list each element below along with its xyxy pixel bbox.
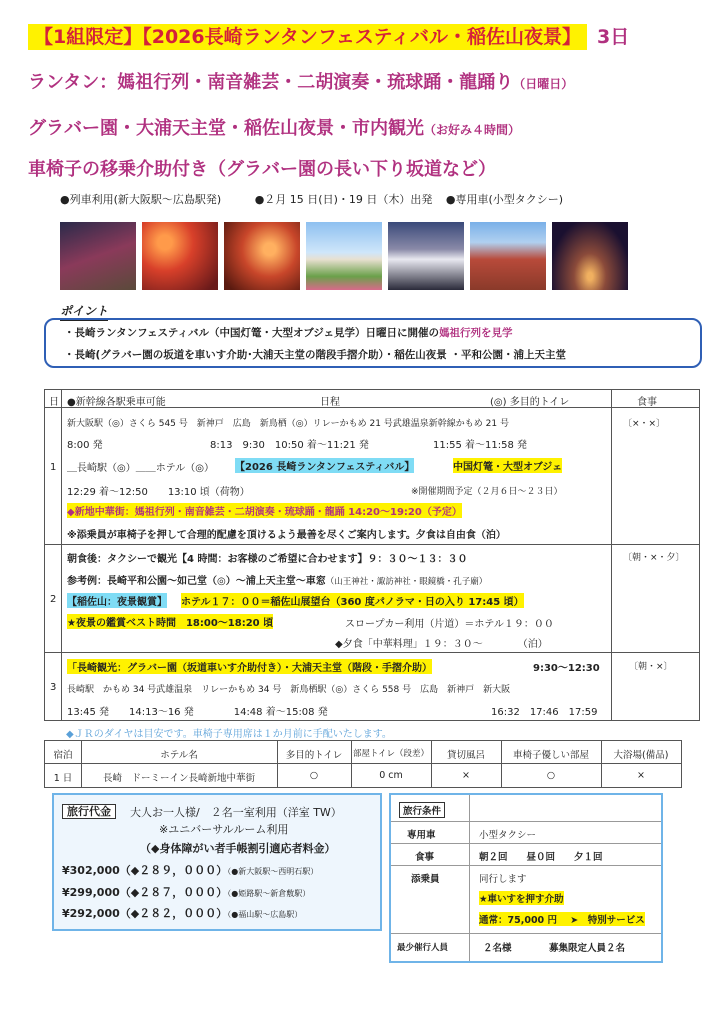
photo-strip bbox=[60, 222, 628, 290]
d1-time-3: 11:55 着～11:58 発 bbox=[433, 440, 527, 451]
point-box bbox=[44, 318, 702, 368]
d1-arrival: 12:29 着～12:50 13:10 頃（荷物） bbox=[67, 487, 250, 498]
price-desc-2: ※ユニバーサルルーム利用 bbox=[159, 823, 289, 836]
d2-taxi: 朝食後：タクシーで観光【4 時間：お客様のご希望に合わせます】９：３０～１３：３０ bbox=[67, 554, 468, 565]
hotel-head-large-bath: 大浴場(備品) bbox=[613, 750, 669, 761]
hotel-table bbox=[44, 740, 682, 788]
price-row-1: ¥302,000（◆２８９，０００）（●新大阪駅～西明石駅） bbox=[62, 864, 319, 877]
d2-inasayama: 【稲佐山：夜景観賞】 bbox=[67, 593, 167, 608]
night-view-photo bbox=[552, 222, 628, 290]
d1-route: 新大阪駅（◎）さくら 545 号 新神戸 広島 新鳥栖（◎）リレーかもめ 21 号武雄温泉新幹線かもめ 21 号 bbox=[67, 419, 509, 429]
d1-festival: 【2026 長崎ランタンフェスティバル】 bbox=[235, 458, 414, 473]
lantern-line: ランタン：媽祖行列・南音雑芸・二胡演奏・琉球踊・龍踊り（日曜日） bbox=[28, 72, 574, 93]
cond-staff-price: 通常：75,000 円 ➤ 特別サービス bbox=[479, 912, 645, 926]
point-line-2: ・長崎(グラバー園の坂道を車いす介助･大浦天主堂の階段手摺介助）・稲佐山夜景 ・平和公園・浦上天主堂 bbox=[64, 349, 566, 361]
jr-note: ◆ＪＲのダイヤは目安です。車椅子専用席は１か月前に手配いたします。 bbox=[66, 729, 392, 740]
cond-car-key: 専用車 bbox=[407, 830, 436, 841]
point-line-1: ・長崎ランタンフェスティバル（中国灯篭・大型オブジェ見学）日曜日に開催の媽祖行列を見学 bbox=[64, 327, 513, 339]
d3-meal: 〔朝・×〕 bbox=[629, 662, 673, 672]
head-note: ●新幹線各駅乗車可能 bbox=[67, 397, 166, 408]
day-3-number: 3 bbox=[50, 682, 57, 693]
head-plan: 日程 bbox=[320, 397, 340, 408]
d2-slope-car: スロープカー利用（片道）＝ホテル１９：００ bbox=[345, 619, 554, 630]
conditions-box bbox=[389, 793, 663, 963]
conditions-label: 旅行条件 bbox=[399, 802, 445, 818]
d2-dinner: ◆夕食「中華料理」１９：３０～ （泊） bbox=[335, 639, 548, 650]
d2-hotel-inasa: ホテル１７：００＝稲佐山展望台（360 度パノラマ・日の入り 17:45 頃） bbox=[181, 593, 524, 608]
glover-garden-photo bbox=[306, 222, 382, 290]
hotel-name: 長崎 ドーミーイン長崎新地中華街 bbox=[102, 773, 255, 784]
d2-meal: 〔朝・×・夕〕 bbox=[623, 553, 685, 563]
hotel-large-bath: × bbox=[637, 770, 645, 781]
hotel-bath: × bbox=[462, 770, 470, 781]
d3-glover: 「長崎観光：グラバー園（坂道車いす介助付き）・大浦天主堂（階段・手摺介助） bbox=[67, 659, 432, 674]
hotel-head-room-toilet: 部屋トイレ（段差） bbox=[352, 749, 430, 759]
d1-lantern: 中国灯篭・大型オブジェ bbox=[453, 458, 562, 473]
urakami-cathedral-photo bbox=[470, 222, 546, 290]
cond-min-limit: 募集限定人員２名 bbox=[549, 943, 626, 954]
d2-example: 参考例：長崎平和公園～如己堂（◎）～浦上天主堂～車窓（山王神社・諏訪神社・眼鏡橋・孔子廟） bbox=[67, 576, 488, 587]
hotel-day: 1 日 bbox=[53, 773, 73, 784]
d3-times: 13:45 発 14:13～16 発 14:48 着～15:08 発 bbox=[67, 707, 328, 718]
d1-period: ※開催期間予定（２月６日～２３日） bbox=[411, 487, 563, 497]
trip-summary: ●列車利用(新大阪駅～広島駅発) ●２月 15 日(日)・19 日（木）出発 ●専用車(小型タクシー) bbox=[60, 193, 564, 206]
day-2-number: 2 bbox=[50, 594, 57, 605]
d1-note: ※添乗員が車椅子を押して合理的配慮を頂けるよう最善を尽くご案内します。夕食は自由食（泊） bbox=[67, 530, 506, 541]
price-row-2: ¥299,000（◆２８７，０００）（●姫路駅～新倉敷駅） bbox=[62, 886, 311, 899]
cond-staff-value: 同行します bbox=[479, 874, 527, 885]
hotel-toilet: ○ bbox=[309, 770, 319, 781]
schedule-table bbox=[44, 389, 700, 721]
price-row-3: ¥292,000（◆２８２，０００）（●福山駅～広島駅） bbox=[62, 907, 303, 920]
d1-chinatown: ◆新地中華街：媽祖行列・南音雑芸・二胡演奏・琉球踊・龍踊 14:20～19:20（予定） bbox=[67, 503, 462, 518]
lantern-photo bbox=[142, 222, 218, 290]
oura-church-photo bbox=[388, 222, 464, 290]
d3-route: 長崎駅 かもめ 34 号武雄温泉 リレーかもめ 34 号 新鳥栖駅（◎）さくら 558 号 広島 新神戸 新大阪 bbox=[67, 685, 511, 695]
hotel-room-toilet: 0 cm bbox=[379, 770, 403, 781]
wheelchair-line: 車椅子の移乗介助付き（グラバー園の長い下り坂道など） bbox=[28, 159, 496, 180]
price-desc-3: （◆身体障がい者手帳割引適応者料金） bbox=[140, 842, 336, 855]
cond-min-value: ２名様 bbox=[483, 943, 512, 954]
d1-hotel-route: ＿長崎駅（◎）＿＿ホテル（◎） bbox=[67, 463, 214, 474]
hotel-wheelchair-room: ○ bbox=[546, 770, 556, 781]
title-days: 3日 bbox=[597, 26, 630, 48]
d3-times-2: 16:32 17:46 17:59 bbox=[491, 707, 598, 718]
price-box bbox=[52, 793, 382, 931]
hotel-head-toilet: 多目的トイレ bbox=[285, 750, 343, 761]
lantern-field-photo bbox=[224, 222, 300, 290]
price-desc-1: 大人お一人様/ ２名一室利用（洋室 TW） bbox=[130, 806, 342, 819]
point-label: ポイント bbox=[60, 302, 108, 321]
cond-car-value: 小型タクシー bbox=[479, 830, 537, 841]
cond-staff-key: 添乗員 bbox=[411, 874, 440, 885]
sightseeing-line: グラバー園・大浦天主堂・稲佐山夜景・市内観光（お好み４時間） bbox=[28, 118, 521, 139]
hotel-head-bath: 貸切風呂 bbox=[446, 750, 485, 761]
hotel-head-stay: 宿泊 bbox=[53, 750, 73, 761]
d1-meal: 〔×・×〕 bbox=[623, 419, 666, 429]
head-day: 日 bbox=[49, 397, 59, 408]
hotel-head-wheelchair-room: 車椅子優しい部屋 bbox=[512, 750, 589, 761]
page-title bbox=[28, 22, 629, 49]
cond-meal-key: 食事 bbox=[415, 852, 435, 863]
hotel-head-name: ホテル名 bbox=[160, 750, 198, 761]
d3-time: 9:30～12:30 bbox=[533, 663, 600, 674]
head-toilet: (◎) 多目的トイレ bbox=[490, 397, 570, 408]
title-box: 【1組限定】【2026長崎ランタンフェスティバル・稲佐山夜景】 bbox=[28, 24, 587, 50]
price-label: 旅行代金 bbox=[62, 804, 116, 819]
cond-min-key: 最少催行人員 bbox=[397, 943, 449, 953]
cond-meal-value: 朝２回 昼０回 夕１回 bbox=[479, 852, 603, 863]
cond-staff-assist: ★車いすを押す介助 bbox=[479, 891, 564, 905]
d2-best-time: ★夜景の鑑賞ベスト時間 18:00～18:20 頃 bbox=[67, 614, 273, 629]
day-1-number: 1 bbox=[50, 462, 57, 473]
d1-time-2: 8:13 9:30 10:50 着～11:21 発 bbox=[210, 440, 369, 451]
d1-time-1: 8:00 発 bbox=[67, 440, 103, 451]
parade-photo bbox=[60, 222, 136, 290]
head-meal: 食事 bbox=[637, 397, 657, 408]
